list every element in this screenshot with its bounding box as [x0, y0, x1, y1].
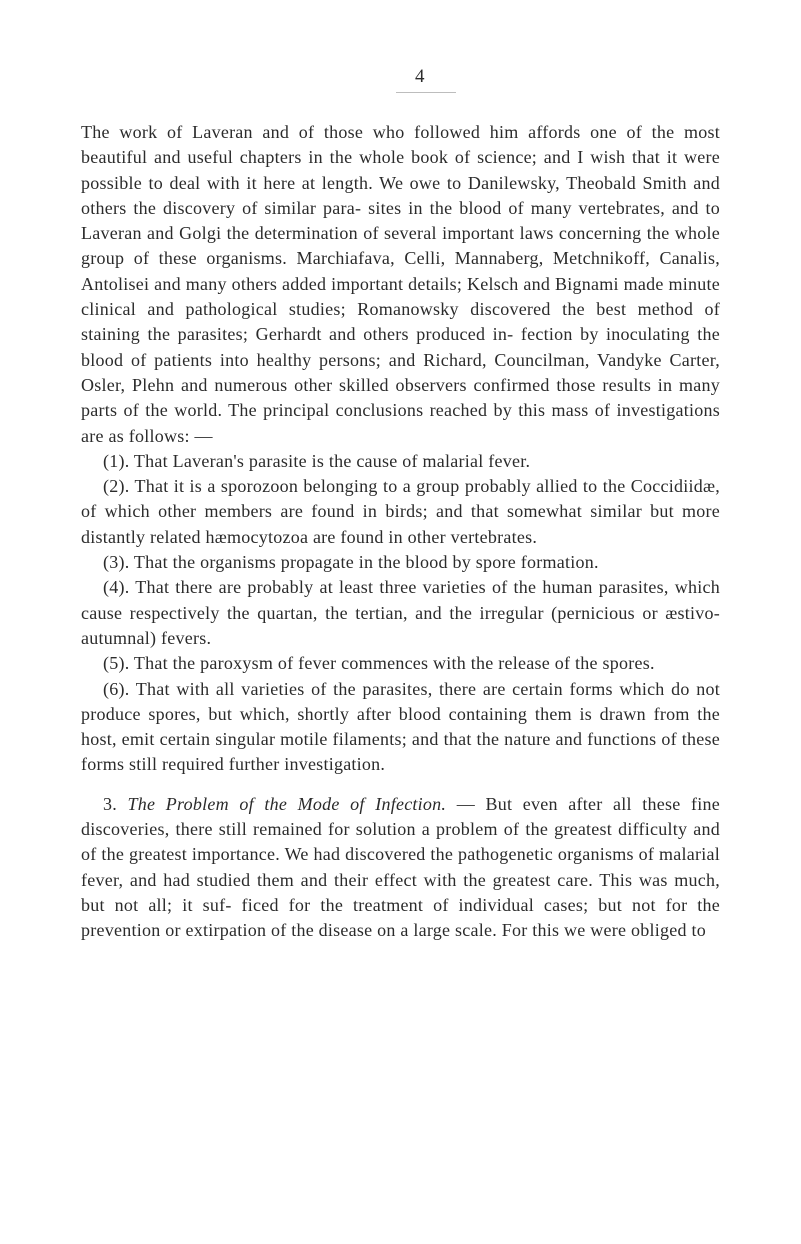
conclusion-3: (3). That the organisms propagate in the blood by spore formation. [103, 552, 599, 573]
section-number: 3. [103, 793, 117, 814]
text-body [81, 120, 720, 944]
page-number-rule [396, 92, 456, 93]
conclusion-2: (2). That it is a sporozoon belonging to a group probably allied to the Coccidiidæ, of which other members are found in birds; and that somewhat similar but more distantly related hæmocytozoa are found in other vertebrates. [81, 476, 720, 547]
section-text: But even after all these fine discoveries, there still remained for solution a problem of the greatest difficulty and of the greatest importance. We had discovered the pathogenetic organisms of malarial fever, and had studied them and their effect with the greatest care. This was much, but not all; it suf- ficed for the treatment of individual cases; but not for the prevention or extirpation of the disease on a large scale. For this we were obliged to [81, 793, 721, 941]
section-paragraph [81, 792, 720, 944]
section-title: The Problem of the Mode of Infection. [127, 793, 447, 814]
page-number: 4 [415, 66, 425, 87]
conclusion-4: (4). That there are probably at least three varieties of the human parasites, which cause respectively the quartan, the tertian, and the irregular (pernicious or æstivo-autumnal) fevers. [81, 577, 720, 648]
paragraph-intro: The work of Laveran and of those who followed him affords one of the most beautiful and useful chapters in the whole book of science; and I wish that it were possible to deal with it here at length. We owe to Danilewsky, Theobald Smith and others the discovery of similar para- sites in the blood of many vertebrates, and to Laveran and Golgi the determination of several important laws concerning the whole group of these organisms. Marchiafava, Celli, Mannaberg, Metchnikoff, Canalis, Antolisei and many others added important details; Kelsch and Bignami made minute clinical and pathological studies; Romanowsky discovered the best method of staining the parasites; Gerhardt and others produced in- fection by inoculating the blood of patients into healthy persons; and Richard, Councilman, Vandyke Carter, Osler, Plehn and numerous other skilled observers confirmed those results in many parts of the world. The principal conclusions reached by this mass of investigations are as follows: — [81, 122, 720, 446]
conclusion-6: (6). That with all varieties of the parasites, there are certain forms which do not produce spores, but which, shortly after blood containing them is drawn from the host, emit certain singular motile filaments; and that the nature and functions of these forms still required further investigation. [81, 678, 720, 775]
conclusion-1: (1). That Laveran's parasite is the cause of malarial fever. [103, 450, 531, 471]
conclusion-5: (5). That the paroxysm of fever commences with the release of the spores. [103, 653, 655, 674]
section-dash: — [456, 793, 475, 814]
